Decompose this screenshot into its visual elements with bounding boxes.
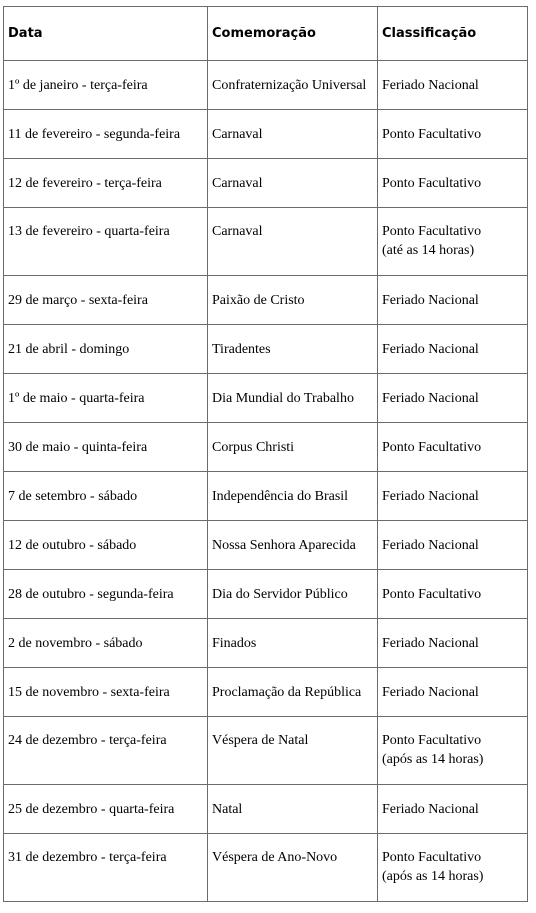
- classification-note: (até as 14 horas): [382, 243, 475, 258]
- table-row: [4, 834, 528, 902]
- cell-classification: [378, 276, 528, 325]
- cell-commemoration: Independência do Brasil: [208, 472, 378, 521]
- classification-note: (após as 14 horas): [382, 869, 484, 884]
- table-row: [4, 472, 528, 521]
- cell-commemoration: Véspera de Ano-Novo: [208, 834, 378, 902]
- cell-commemoration: Carnaval: [208, 159, 378, 208]
- table-row: [4, 61, 528, 110]
- classification-label: Feriado Nacional: [382, 341, 479, 357]
- classification-label: Ponto Facultativo: [382, 733, 482, 748]
- header-date: Data: [4, 7, 208, 61]
- table-row: [4, 785, 528, 834]
- cell-date: 11 de fevereiro - segunda-feira: [4, 110, 208, 159]
- classification-note: (após as 14 horas): [382, 752, 484, 767]
- cell-commemoration: Dia do Servidor Público: [208, 570, 378, 619]
- table-row: [4, 619, 528, 668]
- cell-commemoration: Tiradentes: [208, 325, 378, 374]
- cell-classification: [378, 208, 528, 276]
- cell-commemoration: Proclamação da República: [208, 668, 378, 717]
- table-row: [4, 276, 528, 325]
- classification-label: Feriado Nacional: [382, 537, 479, 553]
- classification-label: Ponto Facultativo: [382, 439, 482, 455]
- cell-commemoration: Finados: [208, 619, 378, 668]
- cell-date: 15 de novembro - sexta-feira: [4, 668, 208, 717]
- classification-label: Ponto Facultativo: [382, 850, 482, 865]
- classification-label: Feriado Nacional: [382, 635, 479, 651]
- cell-classification: [378, 423, 528, 472]
- classification-label: Ponto Facultativo: [382, 126, 482, 142]
- cell-classification: [378, 61, 528, 110]
- cell-date: 2 de novembro - sábado: [4, 619, 208, 668]
- classification-label: Feriado Nacional: [382, 292, 479, 308]
- cell-date: 24 de dezembro - terça-feira: [4, 717, 208, 785]
- table-row: [4, 159, 528, 208]
- cell-date: 12 de outubro - sábado: [4, 521, 208, 570]
- cell-date: 1º de janeiro - terça-feira: [4, 61, 208, 110]
- classification-label: Ponto Facultativo: [382, 175, 482, 191]
- cell-commemoration: Carnaval: [208, 110, 378, 159]
- table-row: [4, 717, 528, 785]
- cell-classification: [378, 717, 528, 785]
- cell-date: 7 de setembro - sábado: [4, 472, 208, 521]
- classification-label: Ponto Facultativo: [382, 586, 482, 602]
- cell-date: 13 de fevereiro - quarta-feira: [4, 208, 208, 276]
- cell-classification: [378, 110, 528, 159]
- cell-classification: [378, 159, 528, 208]
- cell-date: 31 de dezembro - terça-feira: [4, 834, 208, 902]
- cell-date: 30 de maio - quinta-feira: [4, 423, 208, 472]
- cell-classification: [378, 668, 528, 717]
- table-row: [4, 208, 528, 276]
- cell-classification: [378, 325, 528, 374]
- cell-commemoration: Véspera de Natal: [208, 717, 378, 785]
- cell-date: 21 de abril - domingo: [4, 325, 208, 374]
- classification-label: Feriado Nacional: [382, 77, 479, 93]
- table-row: [4, 374, 528, 423]
- table-row: [4, 570, 528, 619]
- cell-classification: [378, 570, 528, 619]
- table-row: [4, 423, 528, 472]
- cell-classification: [378, 521, 528, 570]
- classification-label: Ponto Facultativo: [382, 224, 482, 239]
- cell-commemoration: Carnaval: [208, 208, 378, 276]
- cell-commemoration: Nossa Senhora Aparecida: [208, 521, 378, 570]
- cell-commemoration: Confraternização Universal: [208, 61, 378, 110]
- cell-commemoration: Paixão de Cristo: [208, 276, 378, 325]
- header-classification: Classificação: [378, 7, 528, 61]
- table-header-row: [4, 7, 528, 61]
- classification-label: Feriado Nacional: [382, 390, 479, 406]
- cell-date: 28 de outubro - segunda-feira: [4, 570, 208, 619]
- cell-classification: [378, 619, 528, 668]
- cell-classification: [378, 472, 528, 521]
- cell-commemoration: Natal: [208, 785, 378, 834]
- cell-commemoration: Dia Mundial do Trabalho: [208, 374, 378, 423]
- cell-classification: [378, 785, 528, 834]
- cell-date: 1º de maio - quarta-feira: [4, 374, 208, 423]
- table-row: [4, 668, 528, 717]
- classification-label: Feriado Nacional: [382, 684, 479, 700]
- header-commemoration: Comemoração: [208, 7, 378, 61]
- table-row: [4, 521, 528, 570]
- classification-label: Feriado Nacional: [382, 801, 479, 817]
- cell-date: 29 de março - sexta-feira: [4, 276, 208, 325]
- cell-date: 25 de dezembro - quarta-feira: [4, 785, 208, 834]
- cell-classification: [378, 834, 528, 902]
- cell-date: 12 de fevereiro - terça-feira: [4, 159, 208, 208]
- classification-label: Feriado Nacional: [382, 488, 479, 504]
- table-row: [4, 325, 528, 374]
- holiday-calendar-table: [3, 6, 528, 902]
- cell-classification: [378, 374, 528, 423]
- table-row: [4, 110, 528, 159]
- table-body: [4, 61, 528, 902]
- cell-commemoration: Corpus Christi: [208, 423, 378, 472]
